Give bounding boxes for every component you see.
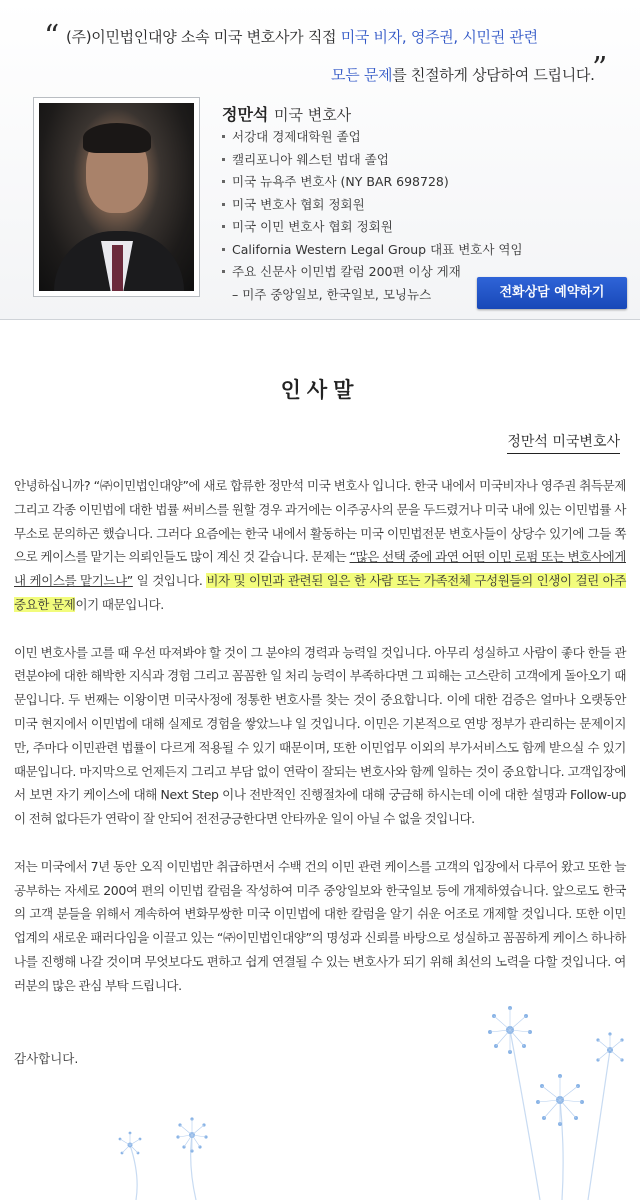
- p1-text-b: 일 것입니다.: [132, 573, 207, 589]
- credential-item: 미국 변호사 협회 정회원: [222, 196, 523, 219]
- greeting-title: 인사말: [280, 378, 360, 402]
- p1-text-a: 안녕하십니까? “㈜이민법인대양”에 새로 합류한 정만석 미국 변호사 입니다. 한국 내에서 미국비자나 영주권 취득문제 그리고 각종 이민법에 대한 법률 써비스를 원할 경우 과거에는 이주공사의 문을 두드렸거나 미국 내에 있는 이민법률 사무소로 문의하곤 했습니다. 그러다 요즘에는 한국 내에서 활동하는 미국 이민법전문 변호사들이 상당수 있기에 그들 쪽으로 케이스를 맡기는 의뢰인들도 많이 계신 것 같습니다. 문제는: [14, 478, 626, 565]
- p1-text-c: 이기 때문입니다.: [75, 596, 164, 612]
- p1-underlined-question: “많은 선택 중에 과연 어떤 이민 로펌 또는 변호사에게 내 케이스를 맡기느냐”: [14, 549, 626, 589]
- dandelion-decoration-right: [470, 990, 640, 1200]
- credential-item: 미국 이민 변호사 협회 정회원: [222, 218, 523, 241]
- lawyer-photo-frame: [33, 97, 200, 297]
- quote-line-2-accent: 모든 문제: [331, 66, 393, 84]
- intro-quote: [36, 18, 616, 86]
- quote-line-1: [66, 26, 538, 47]
- quote-line-1-prefix: (주)이민법인대양 소속 미국 변호사가 직접: [66, 28, 341, 46]
- profile-name: [222, 102, 351, 125]
- quote-line-2: [331, 64, 595, 85]
- greeting-paragraph-1: [14, 474, 626, 617]
- credential-item: California Western Legal Group 대표 변호사 역임: [222, 241, 523, 264]
- close-quote-mark: ”: [592, 51, 608, 86]
- greeting-body: [14, 474, 626, 998]
- profile-title: 미국 변호사: [273, 106, 352, 124]
- credential-item: 주요 신문사 이민법 칼럼 200편 이상 게재: [222, 263, 523, 286]
- lawyer-profile-card: [0, 0, 640, 320]
- quote-line-2-suffix: 를 친절하게 상담하여 드립니다.: [392, 66, 595, 84]
- credential-item: 서강대 경제대학원 졸업: [222, 128, 523, 151]
- greeting-signature: 정만석 미국변호사: [507, 431, 620, 454]
- p1-highlighted-text: 비자 및 이민과 관련된 일은 한 사람 또는 가족전체 구성원들의 인생이 걸린 아주 중요한 문제: [14, 573, 626, 612]
- greeting-thanks: 감사합니다.: [14, 1051, 79, 1066]
- greeting-paragraph-2: 이민 변호사를 고를 때 우선 따져봐야 할 것이 그 분야의 경력과 능력일 것입니다. 아무리 성실하고 사람이 좋다 한들 관련분야에 대한 해박한 지식과 경험 그리고 꼼꼼한 일 처리 능력이 부족하다면 그 피해는 고스란히 고객에게 돌아오기 때문입니다. 두 번째는 이왕이면 미국사정에 정통한 변호사를 찾는 것이 중요합니다. 이에 대한 검증은 얼마나 오랫동안 미국 현지에서 이민법에 대해 실제로 경험을 쌓았느냐 일 것입니다. 이민은 기본적으로 연방 정부가 관리하는 문제이지만, 주마다 이민관련 법률이 다르게 적용될 수 있기 때문이며, 또한 이민업무 이외의 부가서비스도 함께 받으실 수 있기 때문입니다. 마지막으로 언제든지 그리고 부담 없이 연락이 잘되는 변호사와 함께 일하는 것이 중요합니다. 고객입장에서 보면 자기 케이스에 대해 Next Step 이나 전반적인 진행절차에 대해 궁금해 하시는데 이에 대한 설명과 Follow-up 이 전혀 없다든가 연락이 잘 안되어 전전긍긍한다면 안타까운 일이 아닐 수 없을 것입니다.: [14, 644, 626, 827]
- quote-line-1-accent: 미국 비자, 영주권, 시민권 관련: [340, 28, 538, 46]
- credential-item: 캘리포니아 웨스턴 법대 졸업: [222, 151, 523, 174]
- open-quote-mark: “: [44, 19, 60, 54]
- phone-consult-booking-button[interactable]: 전화상담 예약하기: [477, 277, 627, 309]
- credential-subitem: – 미주 중앙일보, 한국일보, 모닝뉴스: [232, 286, 432, 302]
- dandelion-decoration-left: [100, 1095, 260, 1200]
- profile-name-text: 정만석: [222, 105, 269, 124]
- credential-item: 미국 뉴욕주 변호사 (NY BAR 698728): [222, 173, 523, 196]
- lawyer-photo: [39, 103, 194, 291]
- greeting-paragraph-3: 저는 미국에서 7년 동안 오직 이민법만 취급하면서 수백 건의 이민 관련 케이스를 고객의 입장에서 다루어 왔고 또한 늘 공부하는 자세로 200여 편의 이민법 칼럼을 작성하여 미주 중앙일보와 한국일보 등에 개제하였습니다. 앞으로도 한국의 고객 분들을 위해서 계속하여 변화무쌍한 미국 이민법에 대한 칼럼을 알기 쉬운 어조로 개제할 것입니다. 또한 이민업계의 새로운 패러다임을 이끌고 있는 “㈜이민법인대양”의 명성과 신뢰를 바탕으로 성실하고 꼼꼼하게 케이스 하나하나를 진행해 나갈 것이며 무엇보다도 편하고 쉽게 연결될 수 있는 변호사가 되기 위해 최선의 노력을 다할 것입니다. 여러분의 많은 관심 부탁 드립니다.: [14, 858, 626, 993]
